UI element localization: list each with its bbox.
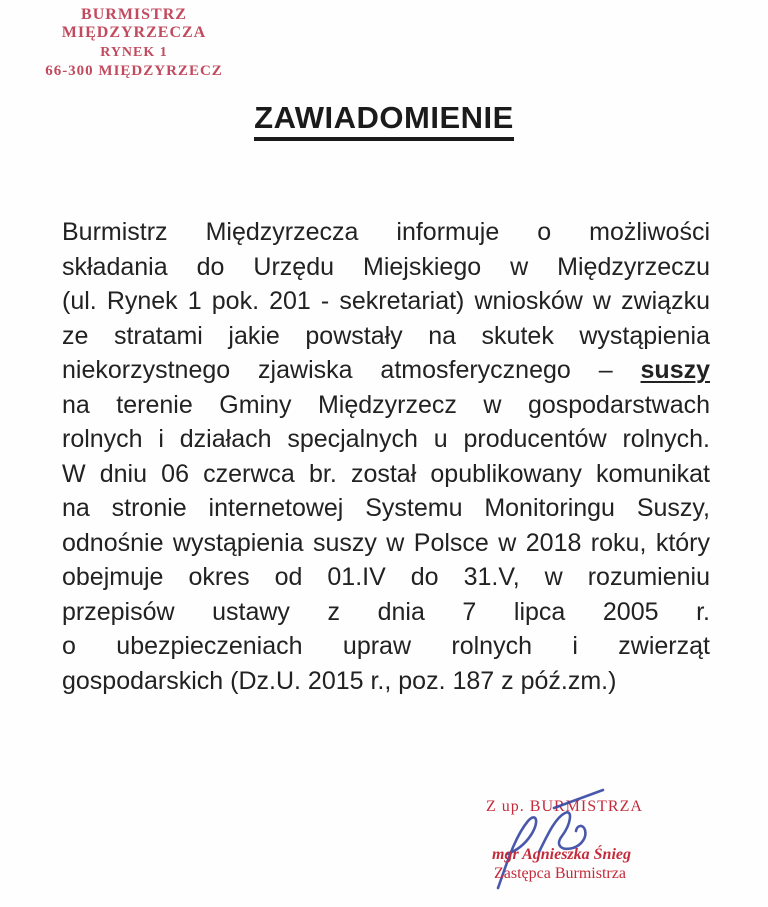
- body-line: przepisów ustawy z dnia 7 lipca 2005 r.: [62, 597, 710, 626]
- body-line: odnośnie wystąpienia suszy w Polsce w 2018 roku, który: [62, 528, 710, 557]
- signature-block: [482, 796, 657, 901]
- body-line: na terenie Gminy Międzyrzecz w gospodarstwach: [62, 390, 710, 419]
- body-line: rolnych i działach specjalnych u producentów rolnych.: [62, 425, 710, 453]
- signatory-role: Zastępca Burmistrza: [494, 865, 626, 882]
- body-line-with-highlight: [62, 353, 710, 388]
- body-line: gospodarskich (Dz.U. 2015 r., poz. 187 z póź.zm.): [62, 666, 617, 695]
- stamp-postal-city: 66-300 MIĘDZYRZECZ: [45, 62, 223, 79]
- body-line: obejmuje okres od 01.IV do 31.V, w rozumieniu: [62, 563, 710, 591]
- sender-stamp: [12, 6, 256, 80]
- body-line: W dniu 06 czerwca br. został opublikowany komunikat: [62, 459, 710, 488]
- body-line: o ubezpieczeniach upraw rolnych i zwierząt: [62, 632, 710, 660]
- stamp-office-name: BURMISTRZ MIĘDZYRZECZA: [61, 6, 207, 42]
- body-line: na stronie internetowej Systemu Monitoringu Suszy,: [62, 494, 710, 522]
- body-line: Burmistrz Międzyrzecza informuje o możliwości: [62, 218, 710, 246]
- body-line: (ul. Rynek 1 pok. 201 - sekretariat) wniosków w związku: [62, 287, 710, 315]
- document-title: ZAWIADOMIENIE: [254, 100, 514, 141]
- notice-body: [62, 215, 710, 698]
- signatory-name: mgr Agnieszka Śnieg: [492, 846, 631, 863]
- signature-authority-label: Z up. BURMISTRZA: [486, 798, 643, 815]
- highlighted-word-suszy: suszy: [640, 356, 710, 384]
- body-line: składania do Urzędu Miejskiego w Międzyrzeczu: [62, 252, 710, 281]
- stamp-street: RYNEK 1: [100, 44, 168, 60]
- document-title-wrap: [0, 100, 768, 141]
- body-line-text: niekorzystnego zjawiska atmosferycznego –: [62, 356, 613, 384]
- body-line: ze stratami jakie powstały na skutek wystąpienia: [62, 321, 710, 350]
